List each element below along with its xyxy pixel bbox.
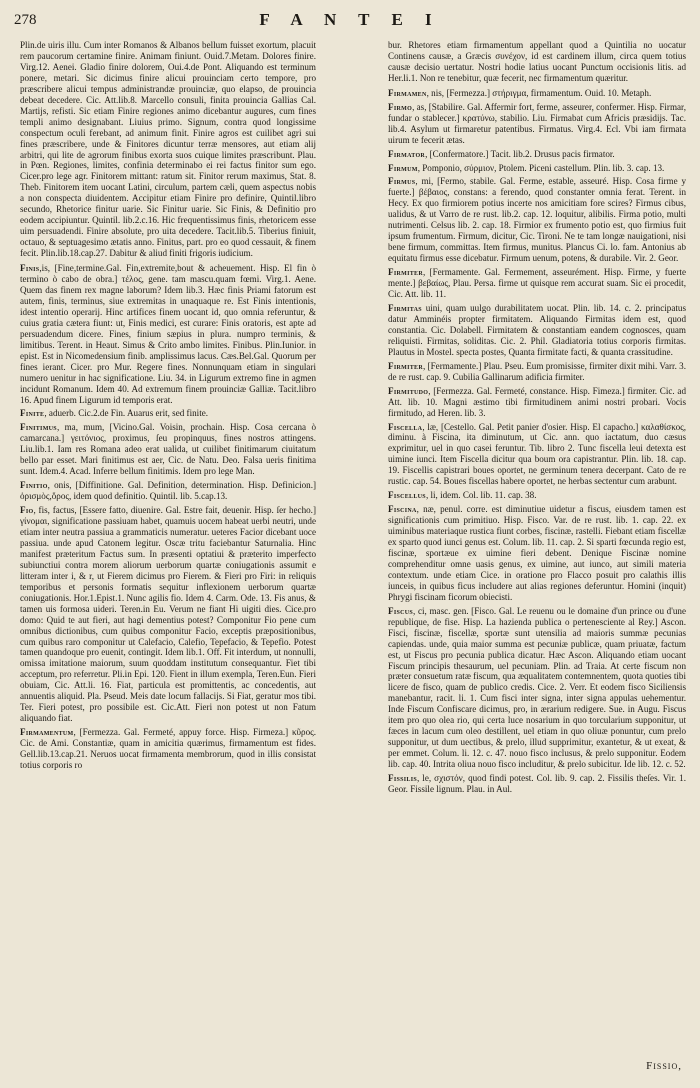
entry-headword: Finite xyxy=(20,408,45,419)
entry-text: , [Fermamente. Gal. Fermement, asseurément. Hisp. Firme, y fuerte mente.] βεβαίως, Plau. Persa. firme ut quisque rem accurat suam. Sic ei procedit, Cic. Att. lib. 11. xyxy=(388,267,686,300)
entry-text: , le, σχιστόν, quod findi potest. Col. lib. 9. cap. 2. Fissilis theſes. Vir. 1. Geor. Fissile lignum. Plau. in Aul. xyxy=(388,773,686,794)
entry-text: , [Fermamente.] Plau. Pseu. Eum promisisse, firmiter dixit mihi. Varr. 3. de re rust. cap. 9. Cubilia Gallinarum adificia firmiter. xyxy=(388,360,686,382)
entry-text: uini, quam uulgo durabilitatem uocat. Plin. lib. 14. c. 2. principatus datur Amminéis propter firmitatem. Aliquando Firmitas idem est, quod constantia. Cic. Dolabell. Firmitatem & constantiam eandem cognosces, quam reliquisti. Firmitas, soliditas. Cic. 2. Phil. Gladiatoria totius corporis firmitas. Plautus in Mostel. specta postes, Quanta firmitate facti, & quanta crassitudine. xyxy=(388,302,686,357)
entry-headword: Firmus xyxy=(388,176,416,187)
entry-text: , [Fermezza. Gal. Fermeté, appuy force. Hisp. Firmeza.] κῦρος. Cic. de Ami. Constantiæ, quam in amicitia quærimus, firmamentum est fides. Gell.lib.13.cap.21. Neruos uocat firmamenta membrorum, quod in illis consistat totius corporis ro xyxy=(20,727,316,770)
entry-text: , fis, factus, [Essere fatto, diuenire. Gal. Estre fait, deuenir. Hisp. ſer hecho.] γίνομαι, significatione passiuam habet, quamuis uocem habeat uerbi neutri, unde etiam inter neutra passiua a grammaticis numeratur. ueteres Facior dicebant uoce passiua. unde apud Catonem legitur. Oscæ tritu faciebantur Saturnalia. Hinc manifest præteritum Factus sum. In præsenti optatiui & præterito imperfecto subiunctiui contra morem aliorum uerborum quartæ coniugationis assumit e litteram inter i, & r, ut Fierem dicimus pro Fierem. & Fieri pro Firi: in reliquis temporibus et personis formatis sequitur inflexionem uerborum quartæ coniugationis. Hor.1.Epist.1. Nunc agilis fio. Idem 4. Carm. Ode. 13. Fis anus, & tamen uis formosa uideri. Teren.in Eu. Verum ne fiant Hi uigiti dies. Cice.pro domo: Quid te aut fieri, aut hagi dementius potest? Componitur Fio pene cum omnibus dictionibus, cum quibus componitur Facio, exceptis præpositionibus, cum quibus raro componitur ut Calefacio, Calefio, Tepefacio, & Tepefio. Potest tamen quandoque pro euenit, contingit. Idem lib.1. Off. Fit interdum, ut nonnulli, omissa imitatione maiorum, suum quoddam institutum consequantur. Fiet tibi acceptum, pro referretur. Pli.in Epi. 120. Fient in illum exempla, Teren.Eun. Fieri obuiam, Cic. Att.li. 16. Fiat, particula est promittentis, ac concedentis, aut annuentis aliquid. Pla. Pseud. Meis date locum fallacijs. Si Fiat, geratur mos tibi. Ter. Fieri potest, pro possibile est. Cic.Att. Fieri non potest ut non Fatum aliquando fiat. xyxy=(20,505,316,724)
entry-text: , ma, mum, [Vicino.Gal. Voisin, prochain. Hisp. Cosa cercana ò camarcana.] γειτόνιος, proximus, ſeu propinquus, fines nostros attingens. Liu.lib.1. Iam res Romana adeo erat ualida, ut cuilibet finitimarum ciuitatum bello par esset. Mari finitimus est aer, Cic. de Natu. Deo. Falsa ueris finitima sunt. Idem.4. Acad. Inferre bellum finitimis. Idem pro lege Man. xyxy=(20,422,316,477)
dictionary-entry xyxy=(20,40,316,259)
entry-text: , as, [Stabilire. Gal. Affermir fort, ferme, asseurer, confermer. Hisp. Firmar, fundar o stablecer.] κρατύνω, stabilio. Liu. Firmabat cum Africis præsidijs. Tac. lib.4. Asylum ut firmaretur patentibus. Firmatus. Virg.4. Ecl. Vbi iam firmata uirum te fecerit ætas. xyxy=(388,101,686,145)
entry-text: , [Fermezza. Gal. Fermeté, constance. Hisp. Fimeza.] firmiter. Cic. ad Att. lib. 10. Magni æstimo tibi firmitudinem animi nostri probari. Vocis firmitudo, ad Heren. lib. 3. xyxy=(388,385,686,418)
entry-headword: Firmamen xyxy=(388,87,427,98)
entry-headword: Fiscella xyxy=(388,421,423,432)
dictionary-entry xyxy=(388,773,686,795)
entry-text: ,is, [Fine,termine.Gal. Fin,extremite,bout & acheuement. Hisp. El fin ò termino ò cabo de obra.] τέλος, gene. tam mascu.quam fœmi. Virg.1. Aene. Quem das finem rex magne laborum? Idem lib.3. Hæc finis Priami fatorum est autem, finis, terminus, siue extremitas in unaquaque re. Est Finis intentionis, idest intentio operarij. Hinc artifices finem uocant id, quo omnia referuntur, & cuius gratia cætera fiunt: ut, Finis medici, est curare: Finis oratoris, est apte ad persuadendum dicere. Fines, finium sæpius in plura. numpro terminis, & limitibus. Terent. in Heaut. Simus & Crito ambo limites. Finibus. Plin.Iunior. in epist. Est in Nicomedensium finib. amplissimus lacus. Cæs.Bel.Gal. Quorum per fines ierant. Cicer. pro Mur. Regere fines. Nonnunquam etiam in singulari numero uenitur in hac significatione. Liu. 34. in Ligurum extremo fine in agmen incidunt Romanum. Idem 40. Ad extremum finem prouinciæ Galliæ. Tacit.libro 16. Apud finem Ligurum id temporis erat. xyxy=(20,263,316,405)
dictionary-entry xyxy=(388,504,686,603)
entry-text: , næ, penul. corre. est diminutiue uidetur a fiscus, eiusdem tamen est significationis cum primitiuo. Hisp. Fisco. Var. de re rust. lib. 1. cap. 22. ex uiminibus materiaque rustica fiunt corbes, fiscinæ, rastelli. Fiebant etiam fiscellæ ex sparto quod iunci genus est. Colum. lib. 11. cap. 2. Si sparti fœcunda regio est, fiscinæ, sportæue ex uimine fieri debent. Denique Fiscinæ nomine comprehenditur omne uasis genus, ex uimine, aut iunco, aut simili materia contextum. unde etiam Cice. in oratione pro Flacco posuit pro calathis illis iunceis, in quibus ficus includere aut alias regiones deferuntur. Homini (inquit) Phrygi fiscinam ficorum obiecisti. xyxy=(388,504,686,602)
entry-headword: Firmiter xyxy=(388,267,423,278)
left-column xyxy=(20,40,316,774)
entry-text: , Pomponio, σύρμιον, Ptolem. Piceni castellum. Plin. lib. 3. cap. 13. xyxy=(417,162,665,173)
dictionary-entry xyxy=(388,303,686,358)
right-column xyxy=(388,40,686,798)
entry-text: , li, idem. Col. lib. 11. cap. 38. xyxy=(425,490,537,501)
entry-headword: Finitio xyxy=(20,480,48,491)
column-divider xyxy=(374,40,375,1060)
entry-headword: Firmiter xyxy=(388,360,423,371)
entry-text: , ci, masc. gen. [Fisco. Gal. Le reuenu ou le domaine d'un prince ou d'une republique, de fise. Hisp. La hazienda publica o pertenesciente al Rey.] Ascon. Fisci, fiscinæ, fiscellæ, sportæ sunt utensilia ad maioris summæ pecunias capiendas. unde, quia maior summa est pecuniæ publicæ, quam priuatæ, factum est, ut Fiscus pro pecunia publica dicatur. Hæc Ascon. Aliquando etiam uocant Fiscum principis thesaurum, uel pecuniam. Plin. ad Traia. At certe fiscum non præter consuetum ratæ fiscum, qua æqualitatem contemnentem, quota quoties tibi licere de fisco, quam de publico credis. Cice. 2. Verr. Et eodem fisco Siciliensis manebantur, racit. li. 1. Cum fisci inter signa, inter signa appulas uehementur. Inde Fiscum Confiscare dicimus, pro, in ærarium redigere. Sue. in Augu. Fiscus item pro quo olea rio, qui certa luce nosarium in quo torcularium supponitur, ut fæces in lacum cum oleo destillent, uel etiam in quo oliuæ ponuntur, cum prelo supponitur, ut dum uectibus, & prelo, illud supprimitur, exantetur, & ut exeat, & per emmet. Colum. li. 12. c. 47. nouo fisco inclusus, & prelo supponitur. Eodem lib. cap. 40. Intrita oliua nouo fisco includitur, & prelo subicitur. Ide lib. 12. c. 52. xyxy=(388,605,686,770)
dictionary-entry xyxy=(388,163,686,174)
entry-headword: Firmitas xyxy=(388,302,422,313)
entry-text: , aduerb. Cic.2.de Fin. Auarus erit, sed finite. xyxy=(44,408,209,419)
entry-text: bur. Rhetores etiam firmamentum appellant quod a Quintilia no uocatur Continens causæ, a Græcis συνέχον, id est cardinem illum, circa quem totius causæ decisio uertatur. Nostri hodie latius uocant Punctum occisionis litis. ad Her.li.1. Non re tenebitur, quæ fecerit, nec firmamentum quæritur. xyxy=(388,40,686,83)
catchword: Fissio, xyxy=(646,1060,682,1072)
entry-headword: Firmum xyxy=(388,162,418,173)
entry-text: , onis, [Diffinitione. Gal. Definition, determination. Hisp. Definicion.] ὁρισμὸς,ὅρος, idem quod definitio. Quintil. lib. 5.cap.13. xyxy=(20,480,316,502)
entry-headword: Fissilis xyxy=(388,773,417,784)
dictionary-entry xyxy=(388,386,686,419)
entry-text: , læ, [Cestello. Gal. Petit panier d'osier. Hisp. El capacho.] καλαθίσκος, diminu. à Fiscina, ita diminutum, ut Cic. ann. quo iactatum, duo cæsus exprimitur, uel in quo casei feruntur. Tib. libro 2. Tunc fiscella leui detexta est uimine iunci. Item Fiscella dicitur qua boum ora capistrantur. Plin. lib. 18. cap. 19. Fiscellis capistrari boues oportet, ne germinum tenera decerpant. Cato de re rustic. cap. 54. Boues fiscellas habere oportet, ne herbas sectentur cum arabunt. xyxy=(388,421,686,487)
dictionary-entry xyxy=(388,361,686,383)
entry-headword: Firmo xyxy=(388,101,413,112)
dictionary-entry xyxy=(20,263,316,405)
entry-headword: Fiscina xyxy=(388,504,417,515)
entry-headword: Firmamentum xyxy=(20,727,74,738)
running-head: F A N T E I xyxy=(259,10,441,29)
dictionary-entry xyxy=(388,606,686,770)
dictionary-entry xyxy=(20,408,316,419)
dictionary-entry xyxy=(388,40,686,84)
dictionary-entry xyxy=(20,727,316,771)
entry-text: Plin.de uiris illu. Cum inter Romanos & Albanos bellum fuisset exortum, placuit rem paucorum certamine finire. Animam finiunt. Ouid.7.Metam. Dolores finire. Virg.12. Aenei. Gladio finire dolorem, Oui.4.de Pont. Aliquando est terminum ponere, metari. Sic dicimus finire alicui prouinciam certo tempore, pro præscribere alicui tempus administrandæ prouinciæ, quo elapso, de prouincia debeat decedere. Cic. Att.lib.8. Marcello consuli, finita prouincia Gallias Cal. Martijs, refisti. Sic etiam Finire regiones animo dicebantur augures, cum fines templi animo designabant. Liuius primo. Signum, contra quod longissime conspectum oculi ferebant, ad animum finit. Finire agros est cuilibet agri sui fines præscribere, unde & Finitores dicuntur terræ mensores, aut etiam alij arbitri, qui lite de agrorum finibus exorta suos cuique limites præscribunt. Plau. in Pœn. Regiones, limites, confinia determinabo ei rei factus finitor sum ego. Cicer.pro lege agr. Finitorem mittant: ratum sit. Finitor rerum maximus, Stat. 8. Theb. Finitorem item uocant Latini, circulum, partem cæli, quem aspectus nobis a non conspecta diuidentem. Accipitur etiam Finire pro definire, Quintil.libro secundo, Rhetorice finitur uarie. Sic Finitur uarie. Sic Finis, & Definitio pro eodem accipiuntur. Quintil. lib.2.c.16. Hic frequentissimus finis, rhetoricem esse uim persuadendi. Finire absolute, pro uita decedere. Tacit.lib.5. Tiberius finiuit, octauo, & septuagesimo ætatis anno. Finitus, part. pro eo quod cessauit, & finem fecit. Plin.lib.18.cap.27. Dabitur & aliud finiti frigoris iudicium. xyxy=(20,40,316,259)
entry-text: , nis, [Fermezza.] στήριγμα, firmamentum. Ouid. 10. Metaph. xyxy=(426,87,652,98)
dictionary-entry xyxy=(388,176,686,264)
entry-headword: Finitimus xyxy=(20,422,57,433)
dictionary-entry xyxy=(388,88,686,99)
page-number: 278 xyxy=(14,12,37,28)
entry-headword: Fiscellus xyxy=(388,490,426,501)
entry-headword: Fio xyxy=(20,505,34,516)
dictionary-entry xyxy=(388,490,686,501)
dictionary-entry xyxy=(20,505,316,724)
dictionary-entry xyxy=(20,422,316,477)
dictionary-entry xyxy=(388,102,686,146)
dictionary-entry xyxy=(20,480,316,502)
dictionary-entry xyxy=(388,422,686,488)
entry-headword: Firmator xyxy=(388,148,426,159)
entry-text: , [Confermatore.] Tacit. lib.2. Drusus pacis firmator. xyxy=(425,148,615,159)
entry-headword: Fiscus xyxy=(388,605,414,616)
entry-headword: Finis xyxy=(20,263,40,274)
entry-text: , mi, [Fermo, stabile. Gal. Ferme, estable, asseuré. Hisp. Cosa firme y fuerte.] βέβαιος, constans: a ferendo, quod constanter omnia ferat. Terent. in Hecy. Ex quo firmiorem potius incerte nos amicitiam fore scires? Firmus cibus, ualidus, & ut Varro de re rust. lib.2. cap. 12. loquitur, alibilis. Firma potio, multi nutrimenti. Celsus lib. 2. cap. 18. Firmior ex frumento potio est, quo firmius fuit ipsum frumentum. Firmum, dicitur, Cic. Tironi. Ne te tam longæ nauigationi, nisi bene firmum, committas. Item firmus, munitus. Plancus Ci. lo. fam. Antonius ab equitatu firmus esse dicebatur. Firmum uenum, potens, & durabile. Vir. 2. Geor. xyxy=(388,176,686,264)
dictionary-entry xyxy=(388,267,686,300)
page-header xyxy=(0,10,700,36)
dictionary-entry xyxy=(388,149,686,160)
entry-headword: Firmitudo xyxy=(388,385,429,396)
